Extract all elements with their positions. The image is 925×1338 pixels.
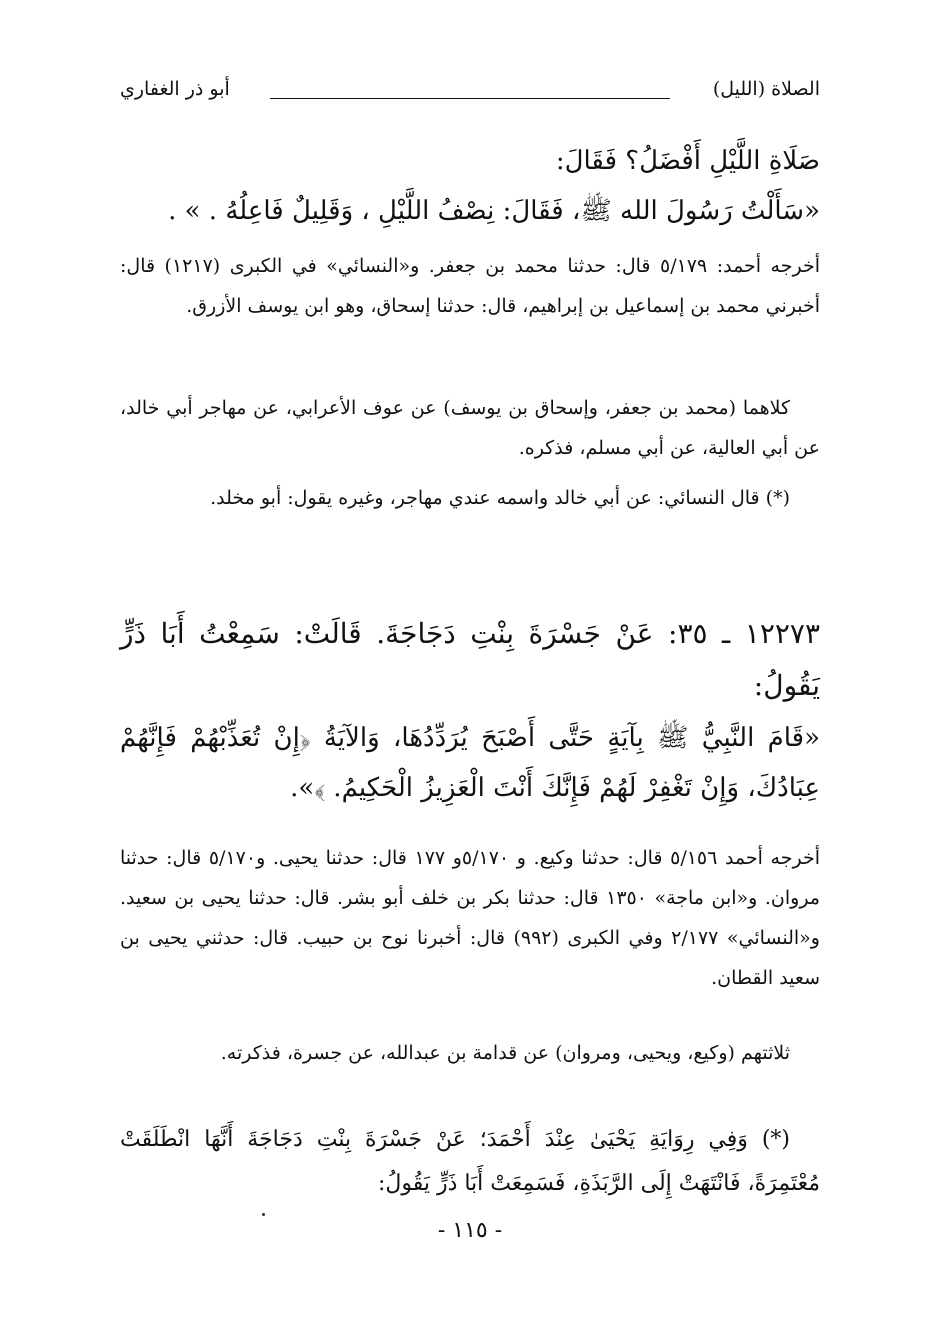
takhrij-paragraph: أخرجه أحمد: ٥/١٧٩ قال: حدثنا محمد بن جعفر. و«النسائي» في الكبرى (١٢١٧) قال: أخبرني محمد بن إسماعيل بن إبراهيم، قال: حدثنا إسحاق، وهو ابن يوسف الأزرق. xyxy=(120,255,820,317)
header-chapter-title: الصلاة (الليل) xyxy=(712,78,820,100)
header-rule xyxy=(270,98,670,99)
note-paragraph: (*) قال النسائي: عن أبي خالد واسمه عندي مهاجر، وغيره يقول: أبو مخلد. xyxy=(210,487,790,509)
takhrij-paragraph: أخرجه أحمد ٥/١٥٦ قال: حدثنا وكيع. و ٥/١٧٠و ١٧٧ قال: حدثنا يحيى. و٥/١٧٠ قال: حدثنا مروان. و«ابن ماجة» ١٣٥٠ قال: حدثنا بكر بن خلف أبو بشر. قال: حدثنا يحيى بن سعيد. و«النسائي» ٢/١٧٧ وفي الكبرى (٩٩٢) قال: أخبرنا نوح بن حبيب. قال: حدثني يحيى بن سعيد القطان. xyxy=(120,847,820,989)
document-page xyxy=(120,78,820,1243)
note-paragraph: (*) وَفِي رِوَايَةِ يَحْيَىٰ عِنْدَ أَحْمَدَ؛ عَنْ جَسْرَةَ بِنْتِ دَجَاجَةَ أَنَّهَا انْطَلَقَتْ مُعْتَمِرَةً، فَانْتَهَتْ إِلَى الرَّبَذَةِ، فَسَمِعَتْ أَبَا ذَرٍّ يَقُولُ: xyxy=(120,1127,820,1196)
hadith-heading: ١٢٢٧٣ ـ ٣٥: عَنْ جَسْرَةَ بِنْتِ دَجَاجَةَ. قَالَتْ: سَمِعْتُ أَبَا ذَرٍّ يَقُولُ: xyxy=(120,617,820,702)
isnad-paragraph: كلاهما (محمد بن جعفر، وإسحاق بن يوسف) عن عوف الأعرابي، عن مهاجر أبي خالد، عن أبي العالية، عن أبي مسلم، فذكره. xyxy=(120,397,820,459)
hadith-text-continued: صَلَاةِ اللَّيْلِ أَفْضَلُ؟ فَقَالَ: xyxy=(555,146,820,176)
running-header xyxy=(120,78,820,112)
page-number: - ١١٥ - xyxy=(437,1218,503,1243)
hadith-matn: «سَأَلْتُ رَسُولَ الله ﷺ، فَقَالَ: نِصْفُ اللَّيْلِ ، وَقَلِيلٌ فَاعِلُهُ . » . xyxy=(168,196,820,226)
header-section-title: أبو ذر الغفاري xyxy=(120,78,230,100)
stray-mark xyxy=(262,1213,265,1216)
isnad-paragraph: ثلاثتهم (وكيع، ويحيى، ومروان) عن قدامة بن عبدالله، عن جسرة، فذكرته. xyxy=(220,1042,790,1064)
hadith-matn: «قَامَ النَّبِيُّ ﷺ بِآيَةٍ حَتَّى أَصْبَحَ يُرَدِّدُهَا، وَالآيَةُ ﴿إِنْ تُعَذِّبْهُمْ فَإِنَّهُمْ عِبَادُكَ، وَإِنْ تَغْفِرْ لَهُمْ فَإِنَّكَ أَنْتَ الْعَزِيزُ الْحَكِيمُ. ﴾». xyxy=(120,723,820,803)
